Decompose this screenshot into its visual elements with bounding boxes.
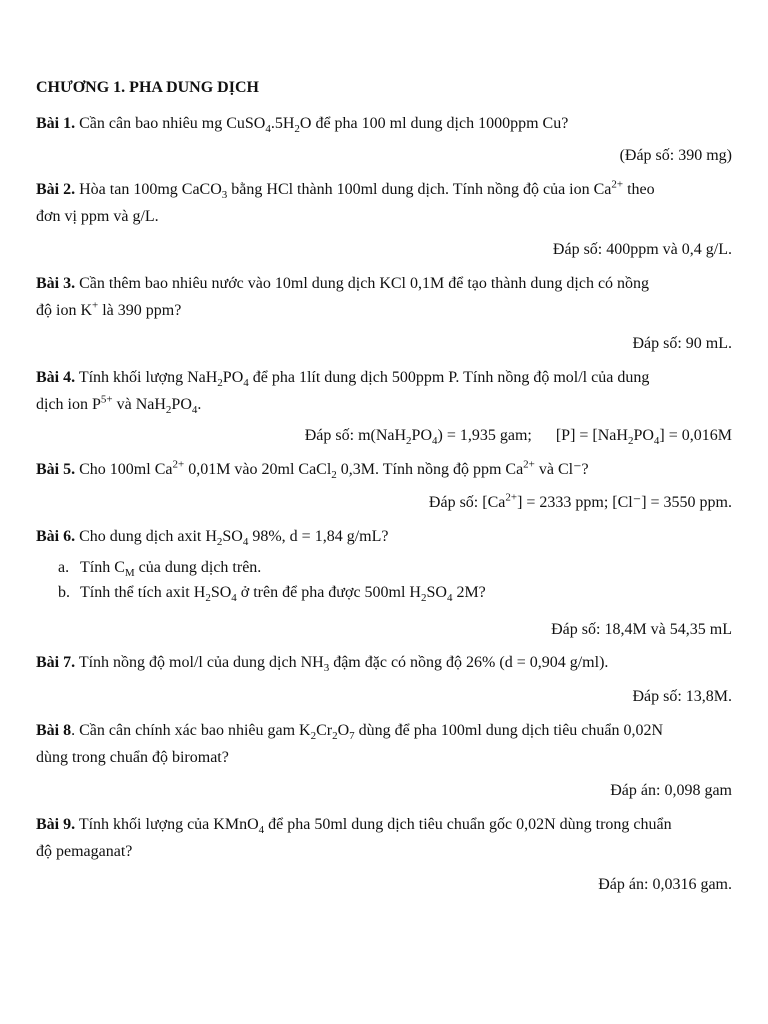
text: Đáp số: m(NaH	[304, 427, 407, 444]
text: Tính C	[80, 559, 125, 576]
list-marker: b.	[58, 584, 70, 601]
text: dịch ion P	[36, 396, 101, 413]
list-marker: a.	[58, 559, 70, 576]
text: SO	[426, 584, 447, 601]
subscript: 4	[265, 123, 271, 136]
problem-8-question-line2: dùng trong chuẩn độ biromat?	[36, 749, 229, 766]
text: để pha 1lít dung dịch 500ppm P. Tính nồng độ mol/l của dung	[248, 369, 650, 386]
problem-3-answer: Đáp số: 90 mL.	[632, 335, 732, 352]
text: Hòa tan 100mg CaCO	[75, 181, 222, 198]
problem-8-answer: Đáp án: 0,098 gam	[610, 782, 732, 799]
problem-8-question	[36, 717, 732, 744]
text: đậm đặc có nồng độ 26% (d = 0,904 g/ml).	[329, 654, 609, 671]
subscript: 4	[191, 404, 198, 417]
problem-7-label: Bài 7.	[36, 654, 76, 671]
problem-9-question-line2: độ pemaganat?	[36, 843, 133, 860]
problem-4-answer	[305, 422, 732, 449]
text: Cần thêm bao nhiêu nước vào 10ml dung dịch KCl 0,1M để tạo thành dung dịch có nồng	[75, 275, 650, 292]
subscript: 2	[310, 730, 317, 743]
problem-9-label: Bài 9.	[36, 816, 76, 833]
problem-2-question	[36, 176, 732, 203]
text: Đáp số: [Ca	[428, 494, 506, 511]
problem-1-answer: (Đáp số: 390 mg)	[619, 147, 732, 164]
subscript: M	[124, 567, 135, 580]
text: . Cần cân chính xác bao nhiêu gam K	[71, 722, 311, 739]
text: và Cl⁻?	[534, 461, 589, 478]
text: Cho 100ml Ca	[75, 461, 173, 478]
text: và NaH	[112, 396, 166, 413]
subscript: 2	[217, 377, 223, 390]
superscript: 5+	[100, 393, 113, 406]
problem-6-question	[36, 523, 732, 550]
subscript: 2	[216, 536, 223, 549]
subscript: 2	[205, 592, 211, 605]
problem-5-label: Bài 5.	[36, 461, 76, 478]
text: 98%, d = 1,84 g/mL?	[248, 528, 389, 545]
superscript: 2+	[505, 491, 518, 504]
subscript: 4	[243, 377, 249, 390]
problem-2-label: Bài 2.	[36, 181, 76, 198]
text: Cho dung dịch axit H	[75, 528, 217, 545]
text: PO	[633, 427, 654, 444]
text: ở trên để pha được 500ml H	[236, 584, 421, 601]
problem-5-question	[36, 456, 732, 483]
text: ] = 2333 ppm; [Cl⁻] = 3550 ppm.	[517, 494, 732, 511]
problem-2-answer: Đáp số: 400ppm và 0,4 g/L.	[552, 241, 732, 258]
problem-6-part-b	[58, 581, 486, 605]
text: Tính thể tích axit H	[80, 584, 206, 601]
text: PO	[222, 369, 244, 386]
superscript: 2+	[172, 458, 185, 471]
text: .5H	[270, 115, 295, 132]
subscript: 3	[221, 189, 228, 202]
subscript: 7	[349, 730, 355, 743]
subscript: 2	[420, 592, 427, 605]
chapter-title: CHƯƠNG 1. PHA DUNG DỊCH	[36, 79, 259, 96]
subscript: 2	[165, 404, 172, 417]
problem-4-question-line2	[36, 391, 732, 418]
text: ] = 0,016M	[659, 427, 732, 444]
text: .	[197, 396, 202, 413]
problem-2-question-line2: đơn vị ppm và g/L.	[36, 208, 159, 225]
problem-8-label: Bài 8	[36, 722, 72, 739]
superscript: 2+	[611, 178, 624, 191]
text: SO	[210, 584, 232, 601]
text: Tính khối lượng NaH	[75, 369, 218, 386]
text: Tính khối lượng của KMnO	[75, 816, 259, 833]
text: độ ion K	[36, 302, 92, 319]
problem-4-label: Bài 4.	[36, 369, 76, 386]
problem-6-answer: Đáp số: 18,4M và 54,35 mL	[551, 621, 732, 638]
subscript: 4	[258, 824, 265, 837]
problem-3-question-line2	[36, 297, 732, 324]
problem-7-answer: Đáp số: 13,8M.	[632, 688, 732, 705]
text: 2M?	[452, 584, 486, 601]
subscript: 4	[231, 592, 237, 605]
text: Tính nồng độ mol/l của dung dịch NH	[75, 654, 324, 671]
problem-7-question	[36, 649, 732, 676]
problem-1-label: Bài 1.	[36, 115, 76, 132]
subscript: 4	[432, 435, 438, 448]
text: theo	[623, 181, 655, 198]
subscript: 2	[331, 469, 337, 482]
text: PO	[411, 427, 432, 444]
text: O để pha 100 ml dung dịch 1000ppm Cu?	[299, 115, 569, 132]
subscript: 2	[406, 435, 412, 448]
problem-9-question	[36, 811, 732, 838]
problem-9-answer: Đáp án: 0,0316 gam.	[598, 876, 732, 893]
text: SO	[222, 528, 243, 545]
text: Cr	[316, 722, 333, 739]
problem-6-label: Bài 6.	[36, 528, 76, 545]
text: 0,01M vào 20ml CaCl	[184, 461, 332, 478]
text: của dung dịch trên.	[134, 559, 262, 576]
subscript: 2	[627, 435, 634, 448]
text: O	[337, 722, 350, 739]
problem-5-answer	[429, 489, 732, 516]
text: PO	[171, 396, 192, 413]
subscript: 3	[323, 662, 330, 675]
subscript: 2	[294, 123, 300, 136]
subscript: 2	[332, 730, 338, 743]
text: bằng HCl thành 100ml dung dịch. Tính nồng độ của ion Ca	[227, 181, 612, 198]
text: Cần cân bao nhiêu mg CuSO	[75, 115, 266, 132]
problem-6-part-a	[58, 556, 261, 580]
text: để pha 50ml dung dịch tiêu chuẩn gốc 0,02N dùng trong chuẩn	[264, 816, 672, 833]
text: dùng để pha 100ml dung dịch tiêu chuẩn 0,02N	[354, 722, 664, 739]
subscript: 4	[653, 435, 660, 448]
text: là 390 ppm?	[98, 302, 182, 319]
text: ) = 1,935 gam; [P] = [NaH	[437, 427, 628, 444]
problem-3-label: Bài 3.	[36, 275, 76, 292]
text: 0,3M. Tính nồng độ ppm Ca	[336, 461, 524, 478]
subscript: 4	[242, 536, 249, 549]
subscript: 4	[446, 592, 453, 605]
superscript: +	[92, 299, 99, 312]
superscript: 2+	[523, 458, 535, 471]
problem-1-question	[36, 110, 732, 137]
problem-4-question	[36, 364, 732, 391]
problem-3-question	[36, 270, 732, 297]
